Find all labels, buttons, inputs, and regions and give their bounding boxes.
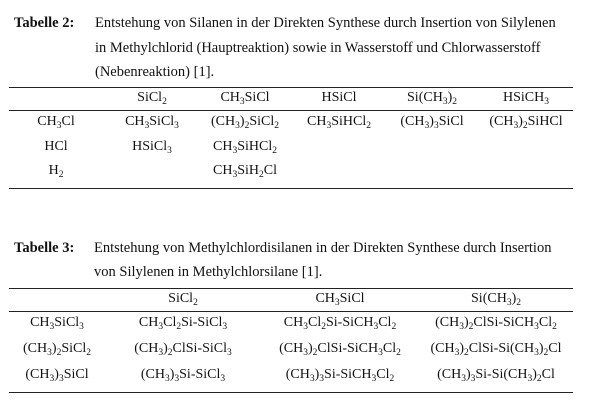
- table2-cell: $(CH_3)_2SiHCl$: [489, 114, 563, 131]
- table3-cell: $CH_3Cl_2Si-SiCl_3$: [138, 315, 228, 332]
- table3-cell: $(CH_3)_3Si-Si(CH_3)_2Cl$: [437, 367, 555, 384]
- table2-cell: HSiCl$_3$: [132, 139, 172, 156]
- table3-cell: $(CH_3)_3Si-SiCH_3Cl_2$: [285, 367, 395, 384]
- table3-cell: $CH_3Cl_2Si-SiCH_3Cl_2$: [283, 315, 397, 332]
- table3-column-header: SiCl$_2$: [168, 291, 198, 308]
- table2-header-rule: [9, 110, 573, 111]
- table2-cell: $CH_3Cl$: [37, 114, 75, 131]
- table3-caption-line: Entstehung von Methylchlordisilanen in der Direkten Synthese durch Insertion: [94, 240, 552, 256]
- table3-cell: $(CH_3)_2ClSi-SiCH_3Cl_2$: [435, 315, 557, 332]
- table3-top-rule: [9, 288, 573, 289]
- table3-column-header: $Si(CH_3)_2$: [471, 291, 521, 308]
- table3-cell: $(CH_3)_2ClSi-SiCH_3Cl_2$: [279, 341, 401, 358]
- table2-column-header: SiCl$_2$: [137, 90, 167, 107]
- table3-cell: $(CH_3)_2ClSi-SiCl_3$: [134, 341, 232, 358]
- table3-cell: $CH_3SiCl_3$: [30, 315, 84, 332]
- table2-cell: $CH_3SiH_2Cl$: [213, 163, 277, 180]
- table3-header-rule: [9, 311, 573, 312]
- table2-cell: $(CH_3)_3SiCl$: [400, 114, 464, 131]
- table3-cell: $(CH_3)_3Si-SiCl_3$: [140, 367, 226, 384]
- table2-cell: $CH_3SiHCl_2$: [307, 114, 371, 131]
- table3-bottom-rule: [9, 392, 573, 393]
- table2-label: Tabelle 2:: [14, 15, 75, 31]
- table3-label: Tabelle 3:: [14, 240, 75, 256]
- table3-column-header: $CH_3SiCl$: [315, 291, 365, 308]
- table2-column-header: HSiCH$_3$: [503, 90, 549, 107]
- table2-caption-line: (Nebenreaktion) [1].: [95, 64, 215, 80]
- table2-caption-line: Entstehung von Silanen in der Direkten Synthese durch Insertion von Silylenen: [95, 15, 556, 31]
- table3-cell: $(CH_3)_3SiCl$: [25, 367, 89, 384]
- table2-cell: HCl: [44, 139, 68, 154]
- table2-cell: $CH_3SiCl_3$: [125, 114, 179, 131]
- table2-column-header: $Si(CH_3)_2$: [407, 90, 457, 107]
- table2-cell: $(CH_3)_2SiCl_2$: [211, 114, 279, 131]
- table2-cell: $H_2$: [48, 163, 64, 180]
- table2-top-rule: [9, 87, 573, 88]
- table3-cell: $(CH_3)_2SiCl_2$: [23, 341, 91, 358]
- table2-cell: $CH_3SiHCl_2$: [213, 139, 277, 156]
- table2-caption-line: in Methylchlorid (Hauptreaktion) sowie in Wasserstoff und Chlorwasserstoff: [95, 40, 541, 56]
- table2-column-header: HSiCl: [321, 90, 357, 105]
- table3-caption-line: von Silylenen in Methylchlorsilane [1].: [94, 264, 323, 280]
- table3-cell: $(CH_3)_2ClSi-Si(CH_3)_2Cl$: [430, 341, 562, 358]
- table2-column-header: $CH_3SiCl$: [220, 90, 270, 107]
- table2-bottom-rule: [9, 188, 573, 189]
